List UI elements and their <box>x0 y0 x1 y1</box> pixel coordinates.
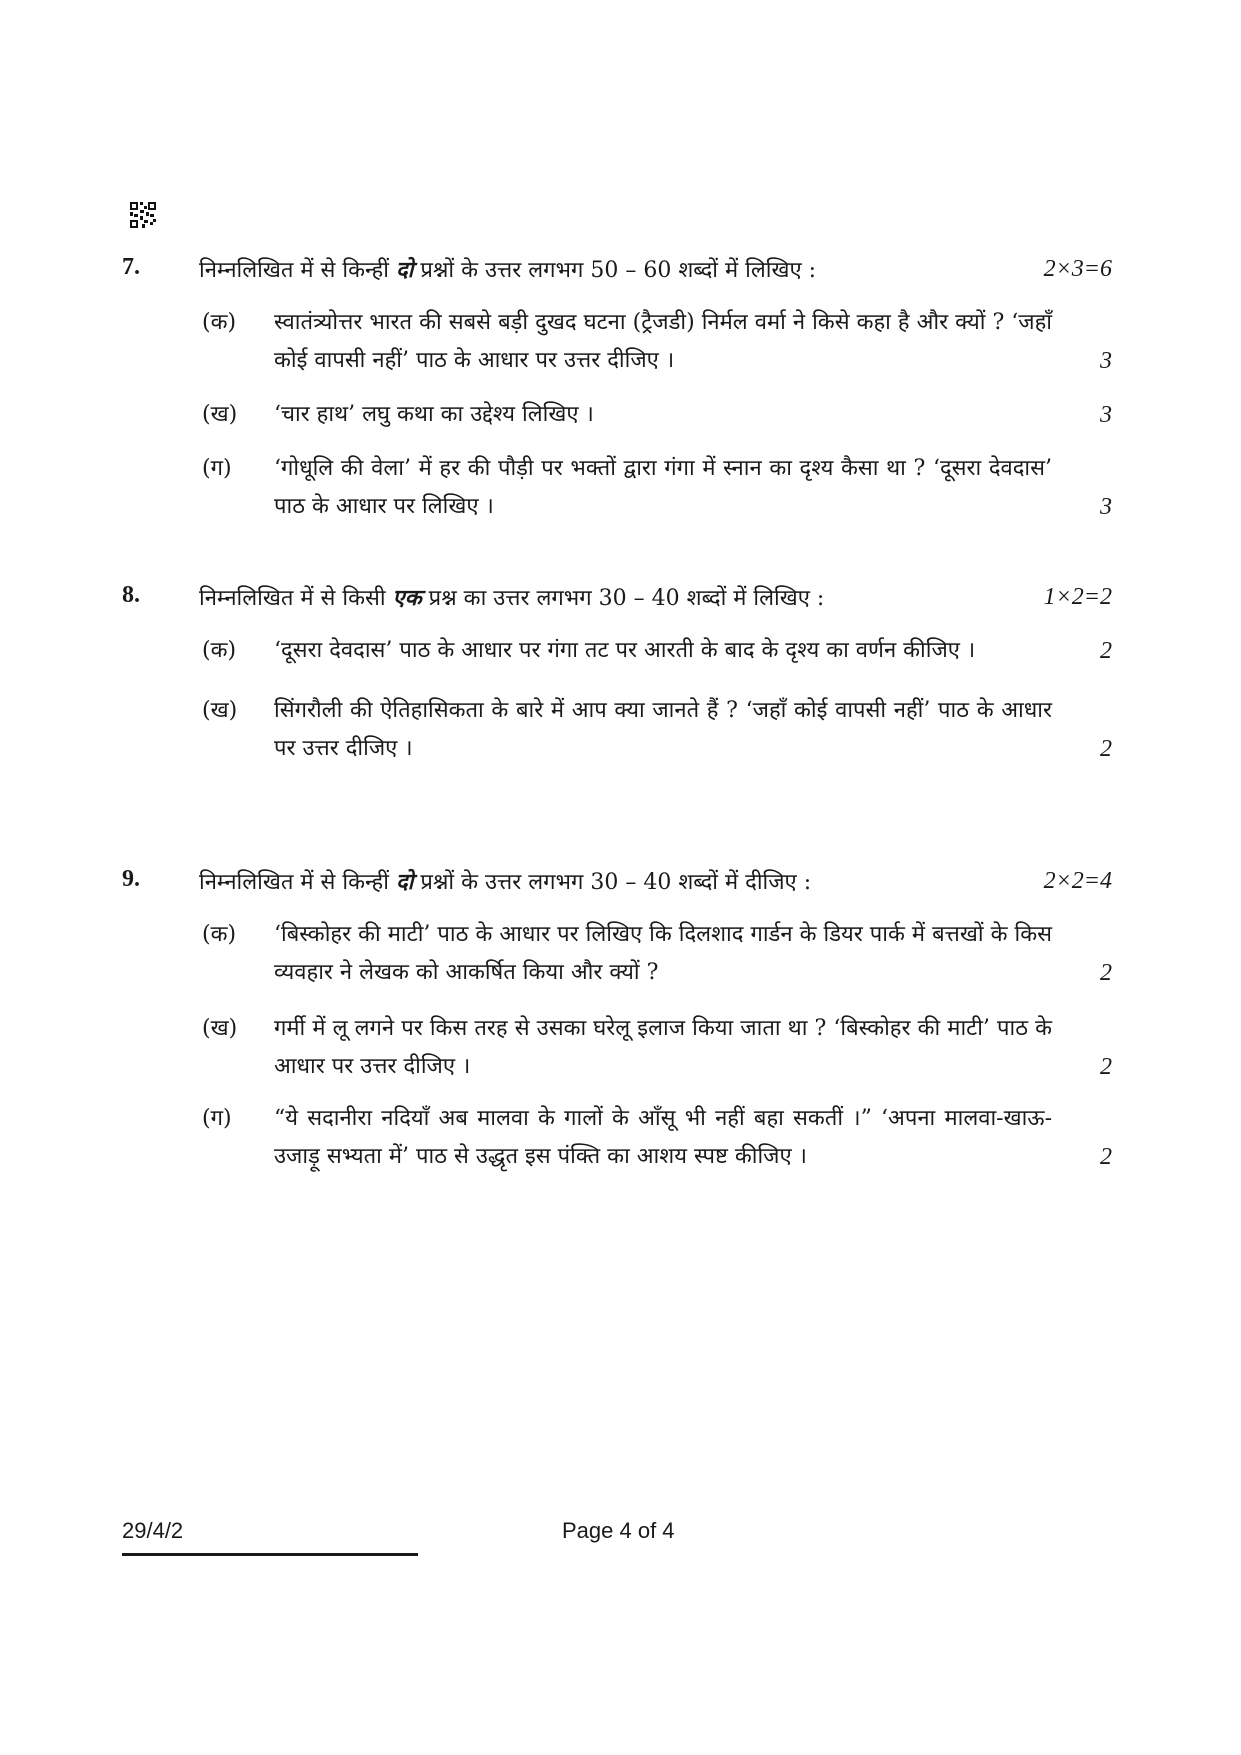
sub-question-label: (क) <box>202 922 237 947</box>
question-number: 8. <box>122 582 140 608</box>
sub-question-marks: 2 <box>1100 960 1112 986</box>
sub-question-marks: 3 <box>1100 348 1112 374</box>
sub-question-text: सिंगरौली की ऐतिहासिकता के बारे में आप क्या जानते हैं ? ‘जहाँ कोई वापसी नहीं’ पाठ के आधार पर उत्तर दीजिए । <box>274 698 1052 761</box>
question-8 <box>122 578 1112 768</box>
sub-question-label: (ख) <box>202 698 238 723</box>
sub-question-marks: 3 <box>1100 402 1112 428</box>
sub-question-label: (ख) <box>202 402 238 427</box>
sub-question-marks: 2 <box>1100 736 1112 762</box>
sub-question <box>122 692 1112 768</box>
instruction-part: निम्नलिखित में से किन्हीं <box>199 870 396 895</box>
sub-question-label: (ग) <box>202 456 232 481</box>
sub-question-label: (ख) <box>202 1016 238 1041</box>
sub-question-text: ‘चार हाथ’ लघु कथा का उद्देश्य लिखिए । <box>274 402 594 427</box>
sub-question-marks: 2 <box>1100 1054 1112 1080</box>
sub-question-text: ‘गोधूलि की वेला’ में हर की पौड़ी पर भक्तों द्वारा गंगा में स्नान का दृश्य कैसा था ? ‘दूसरा देवदास’ पाठ के आधार पर लिखिए । <box>274 456 1052 519</box>
question-marks: 1×2=2 <box>1043 584 1112 610</box>
question-marks: 2×3=6 <box>1043 256 1112 282</box>
sub-question-text: ‘बिस्कोहर की माटी’ पाठ के आधार पर लिखिए कि दिलशाद गार्डन के डियर पार्क में बत्तखों के किस व्यवहार ने लेखक को आकर्षित किया और क्यों ? <box>274 922 1052 985</box>
question-instruction <box>199 582 824 612</box>
sub-question <box>122 916 1112 992</box>
instruction-emphasis: दो <box>395 257 414 283</box>
sub-question <box>122 1010 1112 1086</box>
sub-question-text: “ये सदानीरा नदियाँ अब मालवा के गालों के आँसू भी नहीं बहा सकतीं ।” ‘अपना मालवा-खाऊ-उजाड़ू सभ्यता में’ पाठ से उद्धृत इस पंक्ति का आशय स्पष्ट कीजिए । <box>274 1106 1052 1169</box>
question-instruction <box>199 866 811 896</box>
sub-question <box>122 450 1112 526</box>
footer-rule <box>122 1553 418 1556</box>
question-9 <box>122 862 1112 1176</box>
sub-question <box>122 1100 1112 1176</box>
instruction-emphasis: दो <box>395 869 414 895</box>
question-7 <box>122 250 1112 526</box>
question-header <box>122 578 1112 618</box>
instruction-emphasis: एक <box>392 585 422 611</box>
sub-question-text: गर्मी में लू लगने पर किस तरह से उसका घरेलू इलाज किया जाता था ? ‘बिस्कोहर की माटी’ पाठ के आधार पर उत्तर दीजिए । <box>274 1016 1052 1079</box>
instruction-part: प्रश्नों के उत्तर लगभग 50 – 60 शब्दों में लिखिए : <box>413 258 817 283</box>
question-header <box>122 862 1112 902</box>
question-number: 7. <box>122 254 140 280</box>
sub-question-marks: 2 <box>1100 1144 1112 1170</box>
sub-question-text: स्वातंत्र्योत्तर भारत की सबसे बड़ी दुखद घटना (ट्रैजडी) निर्मल वर्मा ने किसे कहा है और क्यों ? ‘जहाँ कोई वापसी नहीं’ पाठ के आधार पर उत्तर दीजिए । <box>274 310 1052 373</box>
question-number: 9. <box>122 866 140 892</box>
sub-question <box>122 632 1112 670</box>
question-instruction <box>199 254 816 284</box>
qr-code-icon <box>130 202 156 228</box>
sub-question-label: (क) <box>202 310 237 335</box>
sub-question-marks: 2 <box>1100 638 1112 664</box>
paper-code: 29/4/2 <box>122 1518 184 1543</box>
instruction-part: प्रश्नों के उत्तर लगभग 30 – 40 शब्दों में दीजिए : <box>413 870 812 895</box>
page-number: Page 4 of 4 <box>562 1518 675 1543</box>
instruction-part: निम्नलिखित में से किन्हीं <box>199 258 396 283</box>
sub-question <box>122 304 1112 380</box>
instruction-part: प्रश्न का उत्तर लगभग 30 – 40 शब्दों में लिखिए : <box>421 586 825 611</box>
question-marks: 2×2=4 <box>1043 868 1112 894</box>
sub-question <box>122 396 1112 434</box>
question-header <box>122 250 1112 290</box>
sub-question-text: ‘दूसरा देवदास’ पाठ के आधार पर गंगा तट पर आरती के बाद के दृश्य का वर्णन कीजिए । <box>274 638 976 663</box>
sub-question-marks: 3 <box>1100 494 1112 520</box>
instruction-part: निम्नलिखित में से किसी <box>199 586 393 611</box>
sub-question-label: (क) <box>202 638 237 663</box>
sub-question-label: (ग) <box>202 1106 232 1131</box>
